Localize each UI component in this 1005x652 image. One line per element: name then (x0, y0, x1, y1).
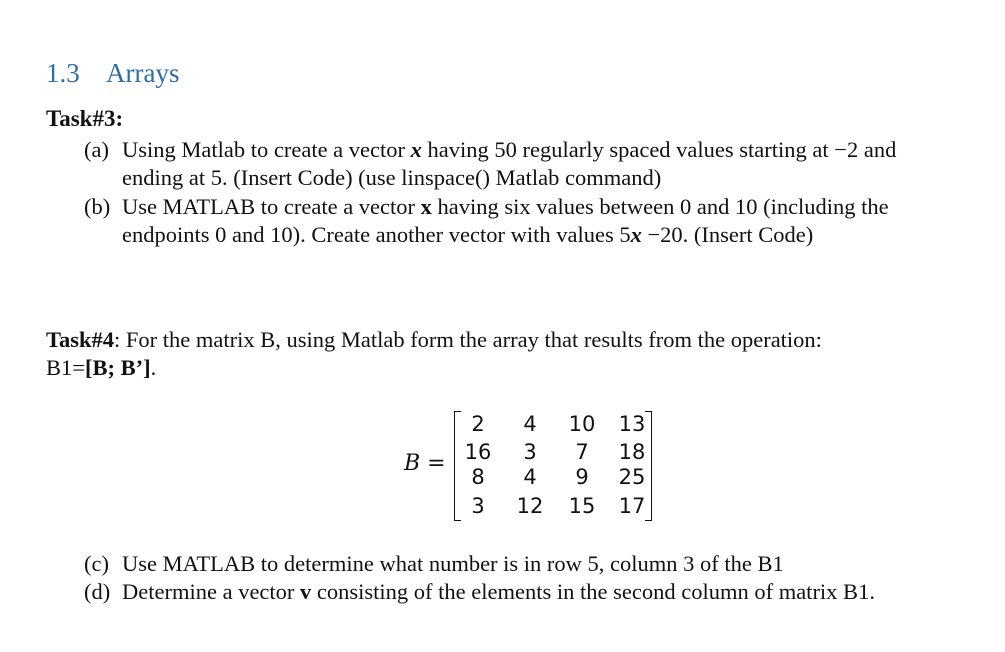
task4-line1: : For the matrix B, using Matlab form the array that results from the operation: (113, 327, 822, 352)
section-heading (46, 58, 179, 89)
item-a-line1-pre: Using Matlab to create a vector (122, 137, 411, 162)
matrix-cell: 7 (575, 440, 589, 464)
matrix-name: B (404, 451, 421, 476)
task4-line2-post: . (150, 355, 157, 380)
section-title: Arrays (106, 58, 180, 88)
item-b-line2-post: −20. (Insert Code) (641, 222, 814, 247)
task4-title: Task#4 (46, 327, 114, 352)
item-a-label: (a) (84, 137, 109, 162)
item-a-line2: ending at 5. (Insert Code) (use linspace() Matlab command) (122, 165, 662, 190)
item-b-var-x: x (420, 194, 432, 219)
matrix-cell: 4 (523, 412, 537, 436)
item-b-line2-var-x: x (630, 222, 642, 247)
item-d-label: (d) (84, 579, 111, 604)
item-d-text-post: consisting of the elements in the second column of matrix B1. (311, 579, 875, 604)
item-c (84, 550, 784, 578)
item-b-line2-pre: endpoints 0 and 10). Create another vector with values 5 (122, 222, 631, 247)
matrix-cell: 3 (471, 494, 485, 518)
item-a-var-x: x (410, 137, 422, 162)
item-d-text-pre: Determine a vector (122, 579, 301, 604)
matrix-cell: 4 (523, 465, 537, 489)
item-d-var-v: v (300, 579, 312, 604)
task3-item-b (84, 193, 889, 249)
item-c-text: Use MATLAB to determine what number is in row 5, column 3 of the B1 (122, 551, 784, 576)
task4-block (46, 326, 822, 382)
matrix-cell: 10 (568, 412, 596, 436)
task4-line2-pre: B1= (46, 355, 85, 380)
matrix-cell: 15 (568, 494, 596, 518)
item-b-label: (b) (84, 194, 111, 219)
task3-item-a (84, 136, 896, 192)
matrix-cell: 12 (516, 494, 544, 518)
matrix-label (404, 451, 446, 476)
item-c-label: (c) (84, 551, 109, 576)
item-b-line1-pre: Use MATLAB to create a vector (122, 194, 421, 219)
matrix-b (398, 408, 668, 523)
item-b-line2 (84, 221, 889, 249)
item-b-line1-post: having six values between 0 and 10 (including the (431, 194, 889, 219)
matrix-cell: 8 (471, 465, 485, 489)
matrix-cell: 9 (575, 465, 589, 489)
matrix-cell: 3 (523, 440, 537, 464)
task4-operation: [B; B’] (84, 355, 151, 380)
task3-title: Task#3: (46, 106, 124, 131)
item-a-line1-post: having 50 regularly spaced values starting at −2 and (421, 137, 897, 162)
item-d (84, 578, 875, 606)
matrix-cell: 2 (471, 412, 485, 436)
matrix-cell: 18 (618, 440, 646, 464)
matrix-cell: 13 (618, 412, 646, 436)
matrix-cell: 17 (618, 494, 646, 518)
matrix-cell: 25 (618, 465, 646, 489)
matrix-equals: = (420, 451, 446, 476)
matrix-cell: 16 (464, 440, 492, 464)
section-number: 1.3 (46, 58, 80, 88)
